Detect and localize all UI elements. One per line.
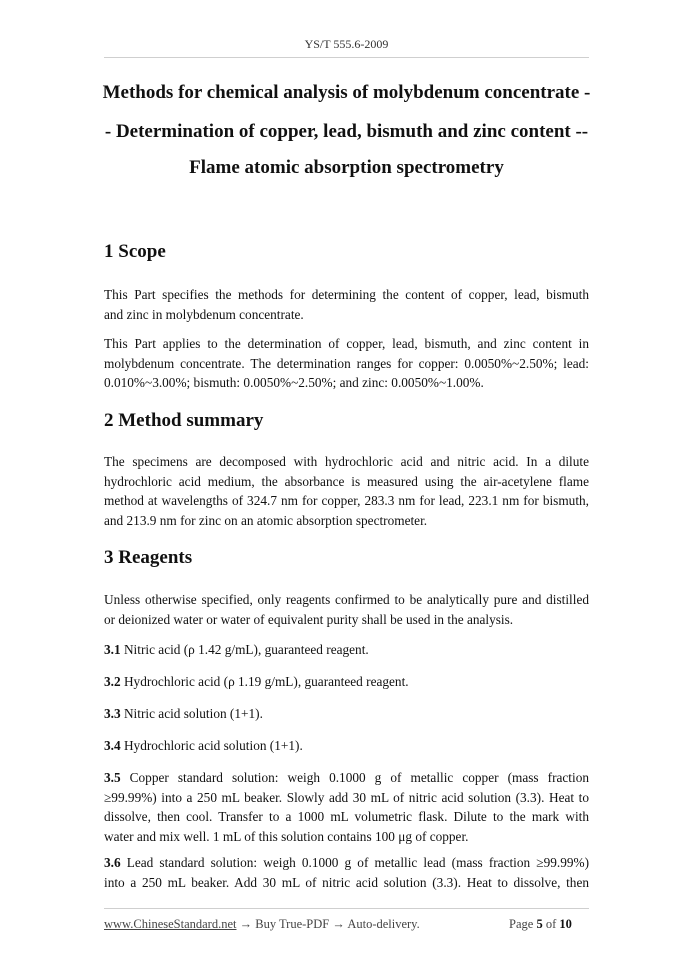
text-line: The specimens are decomposed with hydrochloric acid and nitric acid. In a dilute xyxy=(104,454,589,469)
text-line: This Part applies to the determination of copper, lead, bismuth, and zinc content in xyxy=(104,336,589,351)
scope-paragraph-1 xyxy=(104,285,589,324)
reagent-item-3-5 xyxy=(104,768,589,846)
reagent-text: Hydrochloric acid solution (1+1). xyxy=(120,738,303,753)
text-line: hydrochloric acid medium, the absorbance is measured using the air-acetylene flame xyxy=(104,473,589,489)
reagent-text: Copper standard solution: weigh 0.1000 g of metallic copper (mass fraction xyxy=(120,770,589,785)
current-page-number: 5 xyxy=(536,917,543,931)
reagents-intro-paragraph xyxy=(104,590,589,629)
text-line: dissolve, then cool. Transfer to a 1000 mL volumetric flask. Dilute to the mark with xyxy=(104,809,589,824)
of-label: of xyxy=(545,917,557,931)
auto-delivery-text: Auto-delivery. xyxy=(347,917,420,931)
text-line: molybdenum concentrate. The determination ranges for copper: 0.0050%~2.50%; lead: xyxy=(104,355,589,371)
buy-pdf-link[interactable]: Buy True-PDF xyxy=(255,917,330,931)
reagent-text: Nitric acid (ρ 1.42 g/mL), guaranteed reagent. xyxy=(120,642,369,657)
footer-divider xyxy=(104,908,589,909)
text-line: method at wavelengths of 324.7 nm for copper, 283.3 nm for lead, 223.1 nm for bismuth, xyxy=(104,493,589,508)
reagent-item-3-2 xyxy=(104,672,589,692)
clause-number: 3.6 xyxy=(104,855,121,870)
reagent-item-3-6 xyxy=(104,853,589,892)
text-line: ≥99.99%) into a 250 mL beaker. Slowly add 30 mL of nitric acid solution (3.3). Heat to xyxy=(104,789,589,805)
reagent-item-3-3 xyxy=(104,704,589,724)
clause-number: 3.2 xyxy=(104,674,121,689)
text-line: into a 250 mL beaker. Add 30 mL of nitric acid solution (3.3). Heat to dissolve, then xyxy=(104,874,589,890)
page-label: Page xyxy=(509,917,534,931)
header-divider xyxy=(104,57,589,58)
site-link[interactable]: www.ChineseStandard.net xyxy=(104,917,237,931)
text-line: or deionized water or water of equivalent purity shall be used in the analysis. xyxy=(104,611,514,627)
title-line-3: Flame atomic absorption spectrometry xyxy=(189,157,504,178)
section-heading-method-summary: 2 Method summary xyxy=(104,410,264,431)
footer-promo xyxy=(104,917,420,932)
scope-paragraph-2 xyxy=(104,334,589,393)
arrow-icon: → xyxy=(332,917,345,931)
page-indicator xyxy=(509,917,572,932)
reagent-item-3-1 xyxy=(104,640,589,660)
text-line: and zinc in molybdenum concentrate. xyxy=(104,306,304,322)
total-pages-number: 10 xyxy=(559,917,572,931)
text-line: water and mix well. 1 mL of this solution contains 100 μg of copper. xyxy=(104,828,469,844)
text-line: This Part specifies the methods for determining the content of copper, lead, bismuth xyxy=(104,287,589,302)
title-line-1: Methods for chemical analysis of molybdenum concentrate - xyxy=(102,82,591,103)
title-line-2: - Determination of copper, lead, bismuth and zinc content -- xyxy=(104,121,589,142)
document-code-header: YS/T 555.6-2009 xyxy=(304,37,389,51)
reagent-text: Hydrochloric acid (ρ 1.19 g/mL), guaranteed reagent. xyxy=(120,674,409,689)
reagent-text: Nitric acid solution (1+1). xyxy=(120,706,263,721)
reagent-text: Lead standard solution: weigh 0.1000 g of metallic lead (mass fraction ≥99.99%) xyxy=(120,855,589,870)
clause-number: 3.5 xyxy=(104,770,121,785)
text-line: and 213.9 nm for zinc on an atomic absorption spectrometer. xyxy=(104,512,428,528)
method-summary-paragraph xyxy=(104,452,589,530)
arrow-icon: → xyxy=(239,917,253,931)
clause-number: 3.4 xyxy=(104,738,121,753)
section-heading-scope: 1 Scope xyxy=(104,241,166,262)
clause-number: 3.1 xyxy=(104,642,121,657)
reagent-item-3-4 xyxy=(104,736,589,756)
text-line: Unless otherwise specified, only reagents confirmed to be analytically pure and distilled xyxy=(104,592,589,607)
clause-number: 3.3 xyxy=(104,706,121,721)
text-line: 0.010%~3.00%; bismuth: 0.0050%~2.50%; and zinc: 0.0050%~1.00%. xyxy=(104,375,484,390)
section-heading-reagents: 3 Reagents xyxy=(104,547,193,568)
